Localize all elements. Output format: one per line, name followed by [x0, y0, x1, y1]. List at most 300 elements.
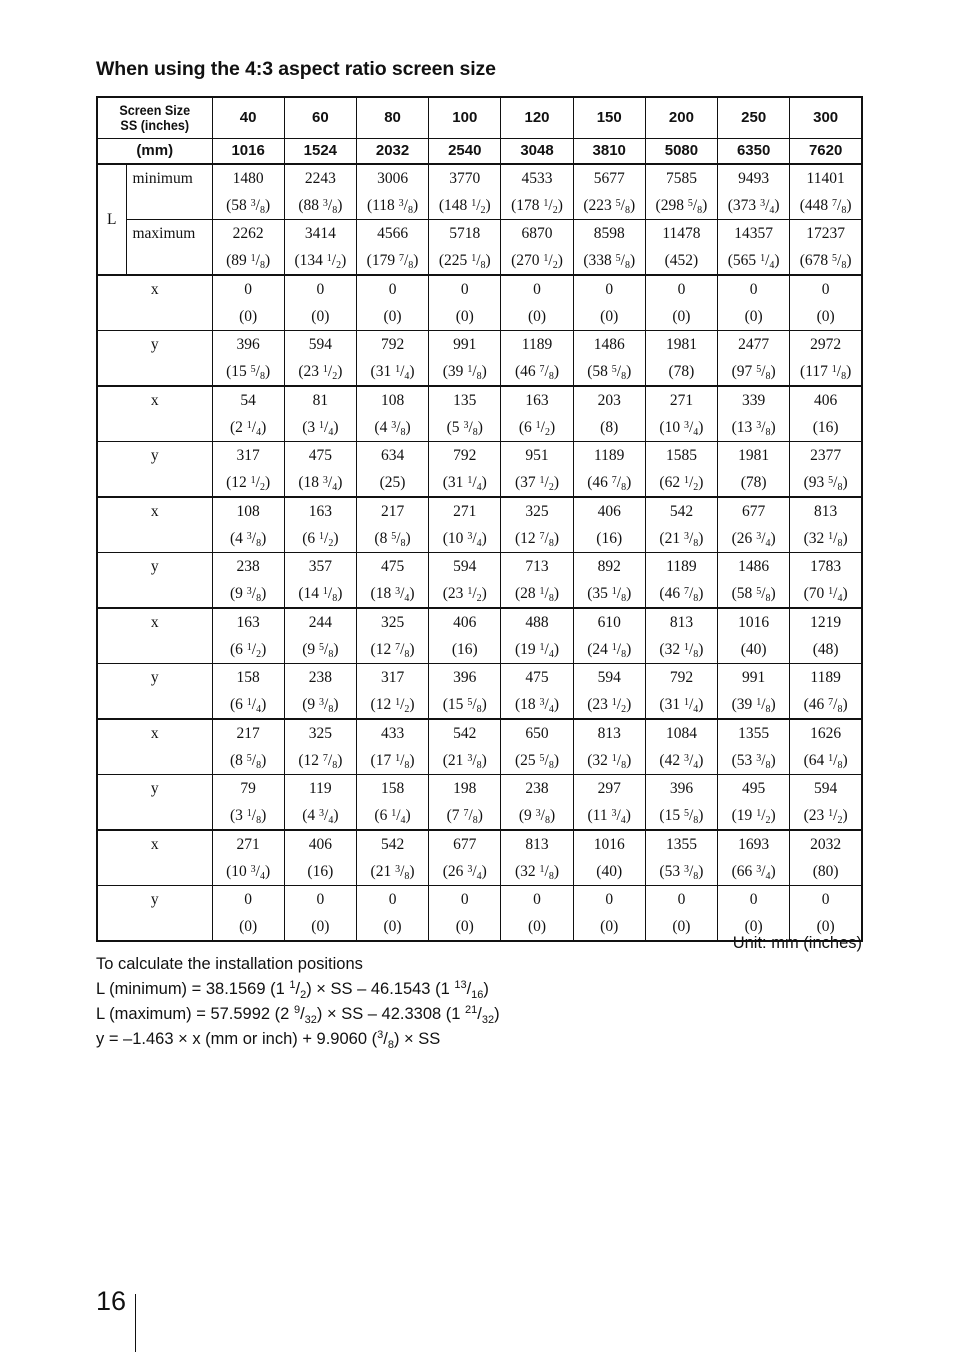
mm-value: 3770 — [449, 170, 481, 187]
table-cell — [501, 608, 573, 664]
mm-value: 203 — [597, 392, 621, 409]
table-cell — [573, 775, 645, 831]
inch-value: (0) — [527, 308, 547, 325]
screen-size-value: 150 — [573, 97, 645, 139]
table-cell — [429, 608, 501, 664]
inch-value: (16) — [596, 530, 623, 547]
table-cell — [501, 220, 573, 276]
inch-value: (64 $^1/_8$) — [803, 752, 848, 771]
screen-size-value: 40 — [212, 97, 284, 139]
unit-note: Unit: mm (inches) — [732, 934, 862, 952]
row-label: minimum — [126, 164, 212, 220]
table-cell — [356, 664, 428, 720]
mm-value: 163 — [525, 392, 549, 409]
mm-value: 396 — [236, 336, 260, 353]
inch-value: (35 $^1/_8$) — [587, 585, 632, 604]
inch-value: (6 $^1/_2$) — [518, 419, 556, 438]
table-cell — [284, 164, 356, 220]
inch-value: (58 $^5/_8$) — [587, 363, 632, 382]
mm-value: 7585 — [665, 170, 697, 187]
inch-value: (32 $^1/_8$) — [514, 863, 560, 882]
mm-value: 1189 — [521, 336, 553, 353]
table-cell — [718, 386, 790, 442]
mm-value: 1981 — [738, 447, 770, 464]
mm-value: 163 — [308, 503, 332, 520]
table-cell — [212, 164, 284, 220]
inch-value: (0) — [816, 308, 835, 325]
table-cell — [718, 497, 790, 553]
inch-value: (23 $^1/_2$) — [587, 696, 632, 715]
mm-value: 108 — [236, 503, 260, 520]
table-row — [97, 608, 862, 664]
mm-value: 1486 — [593, 336, 625, 353]
inch-value: (11 $^3/_4$) — [587, 807, 631, 826]
mm-value: 396 — [453, 669, 477, 686]
mm-value: 158 — [380, 780, 405, 797]
mm-value: 1189 — [594, 447, 625, 464]
inch-value: (25 $^5/_8$) — [514, 752, 560, 771]
mm-value: 2972 — [810, 336, 842, 353]
table-cell — [645, 664, 717, 720]
inch-value: (678 $^5/_8$) — [799, 252, 852, 271]
inch-value: (2 $^1/_4$) — [229, 419, 267, 438]
row-label: x — [97, 497, 212, 553]
mm-value: 119 — [309, 780, 332, 797]
inch-value: (58 $^3/_8$) — [226, 197, 271, 216]
inch-value: (223 $^5/_8$) — [583, 197, 636, 216]
inch-value: (46 $^7/_8$) — [587, 474, 632, 493]
inch-value: (37 $^1/_2$) — [514, 474, 560, 493]
table-cell — [790, 164, 862, 220]
table-cell — [429, 164, 501, 220]
table-cell — [501, 275, 573, 331]
mm-value: 3414 — [304, 225, 336, 242]
mm-value: 0 — [749, 281, 758, 298]
table-cell — [718, 608, 790, 664]
inch-value: (15 $^5/_8$) — [442, 696, 487, 715]
mm-value: 163 — [236, 614, 260, 631]
row-label: y — [97, 886, 212, 942]
mm-value: 1783 — [810, 558, 842, 575]
mm-value: 271 — [669, 392, 694, 409]
table-cell — [790, 442, 862, 498]
header-row-screen-size — [97, 97, 862, 139]
mm-value: 2262 — [232, 225, 264, 242]
table-cell — [573, 275, 645, 331]
mm-value: 317 — [236, 447, 260, 464]
mm-value: 6350 — [718, 139, 790, 165]
inch-value: (97 $^5/_8$) — [731, 363, 776, 382]
screen-size-value: 100 — [429, 97, 501, 139]
mm-value: 238 — [525, 780, 549, 797]
table-cell — [429, 886, 501, 942]
table-cell — [284, 775, 356, 831]
table-cell — [718, 331, 790, 387]
inch-value: (31 $^1/_4$) — [659, 696, 704, 715]
inch-value: (0) — [311, 308, 330, 325]
mm-value: 406 — [814, 392, 838, 409]
mm-value: 1084 — [665, 725, 697, 742]
mm-value: 594 — [814, 780, 838, 797]
inch-value: (88 $^3/_8$) — [298, 197, 343, 216]
row-label: y — [97, 664, 212, 720]
mm-value: 3048 — [501, 139, 573, 165]
table-row — [97, 331, 862, 387]
inch-value: (15 $^5/_8$) — [659, 807, 704, 826]
mm-value: 54 — [240, 392, 256, 409]
mm-value: 108 — [380, 392, 405, 409]
mm-value: 325 — [525, 503, 549, 520]
inch-value: (21 $^3/_8$) — [442, 752, 487, 771]
mm-value: 198 — [453, 780, 477, 797]
mm-value: 4566 — [377, 225, 409, 242]
inch-value: (0) — [383, 918, 402, 935]
mm-value: 1189 — [666, 558, 697, 575]
mm-value: 813 — [669, 614, 694, 631]
mm-value: 1693 — [738, 836, 770, 853]
inch-value: (338 $^5/_8$) — [583, 252, 636, 271]
screen-size-table — [96, 96, 863, 942]
inch-value: (78) — [740, 474, 767, 491]
inch-value: (9 $^5/_8$) — [302, 641, 339, 660]
inch-value: (10 $^3/_4$) — [659, 419, 704, 438]
screen-size-value: 60 — [284, 97, 356, 139]
inch-value: (9 $^3/_8$) — [302, 696, 339, 715]
table-cell — [573, 220, 645, 276]
inch-value: (6 $^1/_4$) — [229, 696, 267, 715]
table-cell — [429, 719, 501, 775]
table-row — [97, 442, 862, 498]
inch-value: (4 $^3/_8$) — [229, 530, 267, 549]
table-cell — [573, 164, 645, 220]
mm-value: 1016 — [593, 836, 625, 853]
table-cell — [212, 220, 284, 276]
inch-value: (12 $^7/_8$) — [514, 530, 560, 549]
mm-value: 1016 — [212, 139, 284, 165]
mm-value: 0 — [460, 281, 469, 298]
mm-value: 271 — [453, 503, 477, 520]
mm-value: 813 — [597, 725, 621, 742]
inch-value: (58 $^5/_8$) — [731, 585, 776, 604]
inch-value: (5 $^3/_8$) — [446, 419, 483, 438]
inch-value: (9 $^3/_8$) — [229, 585, 267, 604]
inch-value: (23 $^1/_2$) — [442, 585, 487, 604]
table-cell — [573, 719, 645, 775]
mm-value: 991 — [742, 669, 766, 686]
inch-value: (0) — [600, 308, 619, 325]
table-cell — [718, 275, 790, 331]
inch-value: (48) — [812, 641, 839, 658]
table-row — [97, 220, 862, 276]
inch-value: (18 $^3/_4$) — [370, 585, 415, 604]
table-cell — [790, 497, 862, 553]
table-cell — [573, 386, 645, 442]
table-cell — [573, 608, 645, 664]
inch-value: (15 $^5/_8$) — [226, 363, 271, 382]
table-cell — [501, 386, 573, 442]
inch-value: (14 $^1/_8$) — [298, 585, 343, 604]
mm-value: 81 — [312, 392, 329, 409]
inch-value: (12 $^7/_8$) — [298, 752, 343, 771]
mm-header: (mm) — [97, 139, 212, 165]
table-cell — [501, 664, 573, 720]
page-number-rule — [135, 1294, 136, 1352]
inch-value: (16) — [307, 863, 334, 880]
inch-value: (23 $^1/_2$) — [803, 807, 848, 826]
mm-value: 297 — [597, 780, 621, 797]
calculation-notes — [96, 952, 500, 1052]
table-cell — [429, 220, 501, 276]
table-cell — [284, 331, 356, 387]
mm-value: 396 — [669, 780, 694, 797]
table-cell — [645, 331, 717, 387]
table-cell — [718, 442, 790, 498]
inch-value: (6 $^1/_2$) — [229, 641, 267, 660]
table-cell — [573, 664, 645, 720]
inch-value: (39 $^1/_8$) — [731, 696, 776, 715]
mm-value: 594 — [308, 336, 332, 353]
table-cell — [718, 886, 790, 942]
table-cell — [573, 331, 645, 387]
table-cell — [429, 331, 501, 387]
inch-value: (448 $^7/_8$) — [799, 197, 852, 216]
mm-value: 7620 — [790, 139, 862, 165]
mm-value: 1189 — [810, 669, 841, 686]
mm-value: 135 — [453, 392, 477, 409]
table-cell — [284, 886, 356, 942]
inch-value: (32 $^1/_8$) — [659, 641, 704, 660]
inch-value: (0) — [455, 308, 474, 325]
mm-value: 0 — [316, 891, 325, 908]
mm-value: 677 — [742, 503, 766, 520]
table-cell — [212, 386, 284, 442]
table-cell — [790, 608, 862, 664]
inch-value: (452) — [664, 252, 699, 269]
mm-value: 1524 — [284, 139, 356, 165]
mm-value: 339 — [742, 392, 766, 409]
mm-value: 217 — [380, 503, 405, 520]
inch-value: (178 $^1/_2$) — [511, 197, 563, 216]
mm-value: 271 — [236, 836, 260, 853]
mm-value: 0 — [388, 891, 397, 908]
mm-value: 158 — [236, 669, 260, 686]
mm-value: 594 — [597, 669, 621, 686]
table-row — [97, 775, 862, 831]
mm-value: 325 — [380, 614, 405, 631]
mm-value: 317 — [380, 669, 405, 686]
inch-value: (66 $^3/_4$) — [731, 863, 776, 882]
table-cell — [718, 719, 790, 775]
table-cell — [429, 275, 501, 331]
screen-size-value: 120 — [501, 97, 573, 139]
inch-value: (373 $^3/_4$) — [727, 197, 780, 216]
page-number: 16 — [96, 1286, 127, 1316]
mm-value: 1981 — [665, 336, 697, 353]
mm-value: 357 — [308, 558, 332, 575]
inch-value: (0) — [239, 918, 258, 935]
mm-value: 792 — [380, 336, 405, 353]
table-cell — [645, 608, 717, 664]
inch-value: (565 $^1/_4$) — [727, 252, 780, 271]
mm-value: 325 — [308, 725, 332, 742]
table-cell — [356, 719, 428, 775]
table-cell — [790, 719, 862, 775]
inch-value: (80) — [812, 863, 839, 880]
inch-value: (70 $^1/_4$) — [803, 585, 848, 604]
mm-value: 542 — [453, 725, 477, 742]
mm-value: 0 — [533, 891, 541, 908]
table-cell — [212, 886, 284, 942]
inch-value: (0) — [672, 918, 691, 935]
mm-value: 610 — [597, 614, 621, 631]
table-cell — [790, 664, 862, 720]
inch-value: (18 $^3/_4$) — [514, 696, 560, 715]
mm-value: 0 — [821, 281, 830, 298]
row-label: x — [97, 275, 212, 331]
table-cell — [645, 775, 717, 831]
mm-value: 0 — [821, 891, 830, 908]
mm-value: 488 — [525, 614, 549, 631]
inch-value: (8) — [600, 419, 619, 436]
table-cell — [718, 220, 790, 276]
inch-value: (0) — [672, 308, 691, 325]
table-cell — [645, 830, 717, 886]
row-label: x — [97, 719, 212, 775]
inch-value: (26 $^3/_4$) — [731, 530, 776, 549]
mm-value: 0 — [677, 281, 686, 298]
table-cell — [718, 664, 790, 720]
mm-value: 79 — [240, 780, 256, 797]
table-cell — [645, 497, 717, 553]
inch-value: (0) — [383, 308, 402, 325]
mm-value: 1355 — [665, 836, 697, 853]
mm-value: 5677 — [593, 170, 625, 187]
table-cell — [212, 664, 284, 720]
table-cell — [501, 553, 573, 609]
table-cell — [645, 553, 717, 609]
section-heading: When using the 4:3 aspect ratio screen size — [96, 58, 496, 80]
table-row — [97, 886, 862, 942]
table-cell — [284, 442, 356, 498]
table-cell — [284, 719, 356, 775]
table-cell — [212, 331, 284, 387]
inch-value: (10 $^3/_4$) — [442, 530, 487, 549]
inch-value: (0) — [455, 918, 474, 935]
mm-value: 3810 — [573, 139, 645, 165]
table-cell — [356, 775, 428, 831]
mm-value: 2477 — [738, 336, 770, 353]
table-row — [97, 275, 862, 331]
inch-value: (25) — [379, 474, 406, 491]
mm-value: 991 — [453, 336, 477, 353]
table-cell — [790, 775, 862, 831]
table-row — [97, 719, 862, 775]
calc-line: y = –1.463 × x (mm or inch) + 9.9060 $(^3/_8)$ × SS — [96, 1029, 441, 1051]
inch-value: (39 $^1/_8$) — [442, 363, 487, 382]
inch-value: (46 $^7/_8$) — [659, 585, 704, 604]
table-cell — [356, 553, 428, 609]
table-cell — [429, 664, 501, 720]
inch-value: (12 $^1/_2$) — [370, 696, 415, 715]
mm-value: 475 — [380, 558, 405, 575]
table-cell — [501, 497, 573, 553]
mm-value: 2032 — [356, 139, 428, 165]
inch-value: (46 $^7/_8$) — [514, 363, 560, 382]
mm-value: 3006 — [377, 170, 409, 187]
screen-size-value: 250 — [718, 97, 790, 139]
calc-line: L (maximum) = 57.5992 (2 $^9/_{32}$) × SS – 42.3308 (1 $^{21}/_{32}$) — [96, 1004, 500, 1026]
table-cell — [645, 386, 717, 442]
mm-value: 813 — [525, 836, 549, 853]
inch-value: (46 $^7/_8$) — [803, 696, 848, 715]
inch-value: (179 $^7/_8$) — [366, 252, 419, 271]
header-row-mm — [97, 139, 862, 165]
inch-value: (3 $^1/_4$) — [302, 419, 339, 438]
mm-value: 650 — [525, 725, 549, 742]
table-cell — [501, 830, 573, 886]
table-row — [97, 386, 862, 442]
mm-value: 0 — [244, 891, 252, 908]
mm-value: 1480 — [232, 170, 264, 187]
calc-title: To calculate the installation positions — [96, 955, 363, 973]
inch-value: (298 $^5/_8$) — [655, 197, 708, 216]
table-cell — [356, 164, 428, 220]
table-cell — [429, 386, 501, 442]
mm-value: 594 — [453, 558, 477, 575]
mm-value: 8598 — [593, 225, 625, 242]
table-row — [97, 830, 862, 886]
inch-value: (134 $^1/_2$) — [294, 252, 347, 271]
mm-value: 238 — [308, 669, 332, 686]
table-cell — [356, 497, 428, 553]
L-label: L — [97, 164, 126, 275]
mm-value: 406 — [597, 503, 621, 520]
table-cell — [573, 442, 645, 498]
inch-value: (78) — [668, 363, 695, 380]
inch-value: (53 $^3/_8$) — [659, 863, 704, 882]
mm-value: 677 — [453, 836, 477, 853]
mm-value: 0 — [388, 281, 397, 298]
mm-value: 792 — [453, 447, 477, 464]
table-cell — [645, 719, 717, 775]
mm-value: 0 — [749, 891, 758, 908]
screen-size-value: 200 — [645, 97, 717, 139]
table-cell — [212, 553, 284, 609]
mm-value: 2377 — [810, 447, 842, 464]
mm-value: 6870 — [521, 225, 553, 242]
table-row — [97, 553, 862, 609]
table-cell — [501, 719, 573, 775]
inch-value: (0) — [744, 308, 763, 325]
inch-value: (40) — [596, 863, 623, 880]
mm-value: 1355 — [738, 725, 770, 742]
inch-value: (0) — [816, 918, 835, 935]
table-cell — [790, 331, 862, 387]
inch-value: (23 $^1/_2$) — [298, 363, 343, 382]
screen-size-header: Screen Size SS (inches) — [103, 97, 207, 139]
row-label: y — [97, 553, 212, 609]
table-cell — [212, 497, 284, 553]
inch-value: (148 $^1/_2$) — [438, 197, 491, 216]
table-cell — [645, 886, 717, 942]
row-label: x — [97, 830, 212, 886]
inch-value: (118 $^3/_8$) — [366, 197, 419, 216]
table-cell — [501, 442, 573, 498]
table-cell — [212, 608, 284, 664]
table-cell — [718, 553, 790, 609]
table-cell — [501, 331, 573, 387]
inch-value: (42 $^3/_4$) — [659, 752, 704, 771]
